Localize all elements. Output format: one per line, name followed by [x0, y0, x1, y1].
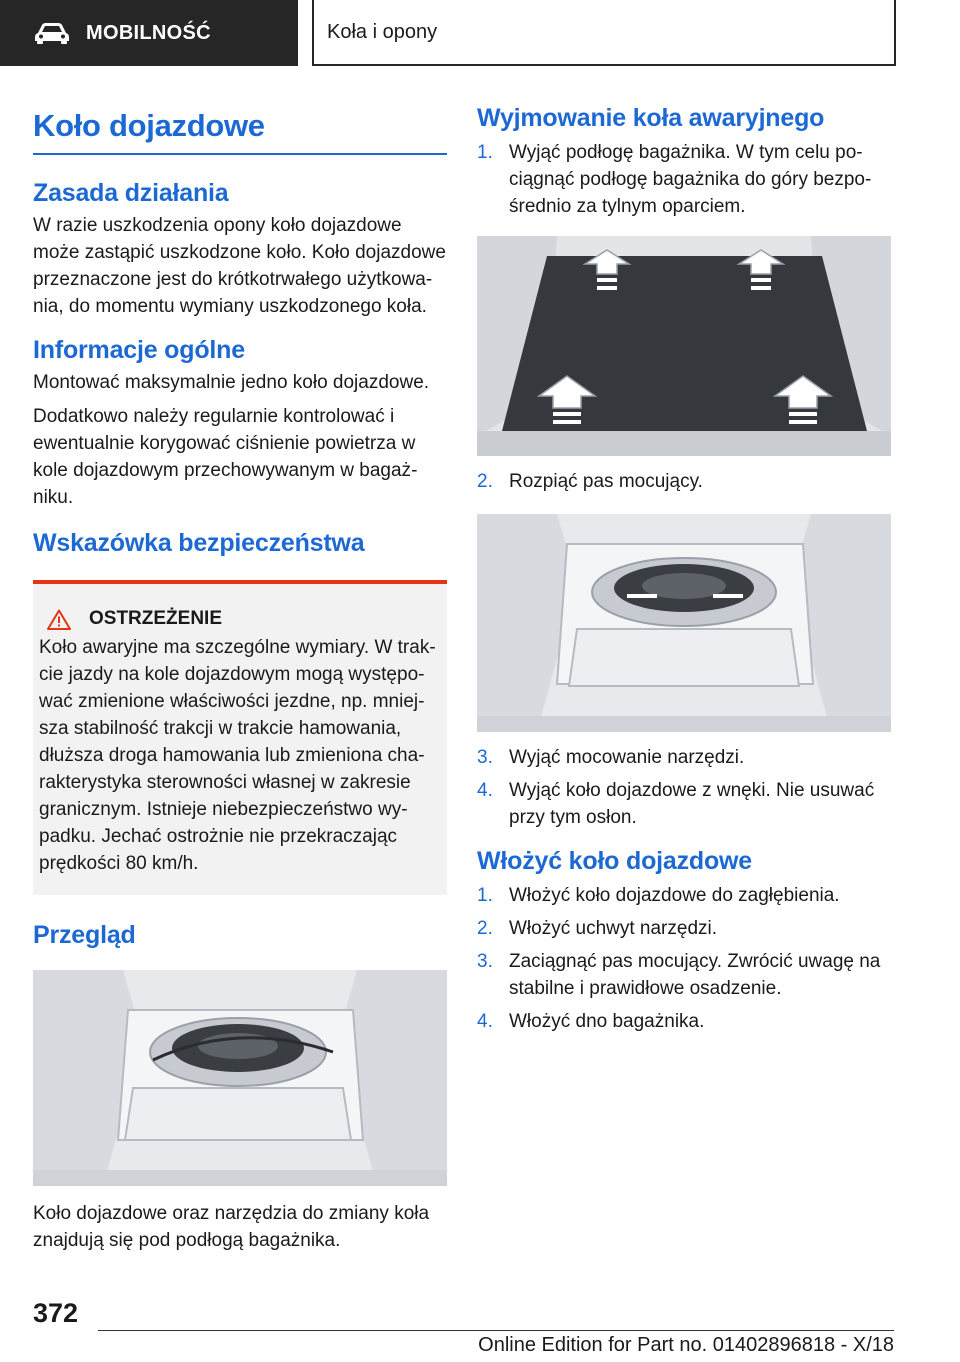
list-item: 4. Wyjąć koło dojazdowe z wnęki. Nie usuwać przy tym osłon. [477, 780, 875, 828]
remove-steps-part2 [477, 468, 891, 495]
list-item: 2. Rozpiąć pas mocujący. [477, 471, 703, 492]
header-section-tab [0, 0, 298, 66]
photo-strap [477, 514, 891, 732]
header-chapter-label: Koła i opony [327, 20, 438, 43]
insert-steps [477, 882, 891, 1035]
list-item: 1. Włożyć koło dojazdowe do zagłębienia. [477, 885, 840, 906]
list-item: 4. Włożyć dno bagażnika. [477, 1011, 705, 1032]
heading-insert: Włożyć koło dojazdowe [477, 847, 752, 875]
text-general-2: Dodatkowo należy regularnie kontrolować i ewentualnie korygować ciśnienie powietrza w kole dojazdowym przechowywanym w bagażniku. [33, 406, 418, 508]
list-item: 1. Wyjąć podłogę bagażnika. W tym celu pociągnąć podłogę bagażnika do góry bezpośrednio za tylnym oparciem. [477, 142, 872, 217]
footer-divider [98, 1330, 894, 1331]
warning-box [33, 580, 447, 895]
list-item: 3. Wyjąć mocowanie narzędzi. [477, 747, 745, 768]
text-overview: Koło dojazdowe oraz narzędzia do zmiany koła znajdują się pod podłogą bagażnika. [33, 1203, 430, 1251]
list-item: 3. Zaciągnąć pas mocujący. Zwrócić uwagę na stabilne i prawidłowe osadzenie. [477, 951, 881, 999]
heading-principle: Zasada działania [33, 179, 229, 207]
warning-text: Koło awaryjne ma szczególne wymiary. W trakcie jazdy na kole dojazdowym mogą występować zmienione właściwości jezdne, np. mniejsza stabilność trakcji w trakcie hamowania, dłuższa droga hamowania lub zmieniona charakterystyka sterowności własnej w zakresie granicznym. Istnieje niebezpieczeństwo wypadku. Jechać ostrożnie nie przekraczając prędkości 80 km/h. [39, 637, 436, 874]
page-title: Koło dojazdowe [33, 100, 447, 155]
left-column [33, 100, 447, 1254]
heading-general: Informacje ogólne [33, 336, 245, 364]
remove-steps-part1 [477, 139, 891, 220]
photo-spare-wheel-overview [33, 970, 447, 1186]
right-column [477, 100, 891, 1041]
header-section-label: MOBILNOŚĆ [86, 21, 211, 44]
remove-steps-part3 [477, 744, 891, 831]
warning-header [39, 608, 441, 630]
warning-triangle-icon [47, 609, 71, 630]
footer-edition: Online Edition for Part no. 01402896818 - X/18 [478, 1334, 894, 1356]
list-item: 2. Włożyć uchwyt narzędzi. [477, 918, 718, 939]
text-general-1: Montować maksymalnie jedno koło dojazdowe. [33, 372, 430, 393]
text-principle: W razie uszkodzenia opony koło dojazdowe może zastąpić uszkodzone koło. Koło dojazdowe przeznaczone jest do krótkotrwałego użytkowania, do momentu wymiany uszkodzonego koła. [33, 215, 446, 317]
heading-remove: Wyjmowanie koła awaryjnego [477, 104, 825, 132]
car-icon [34, 21, 70, 45]
heading-safety: Wskazówka bezpieczeństwa [33, 529, 365, 557]
header-chapter-tab [312, 0, 896, 66]
photo-trunk-floor [477, 236, 891, 456]
page-number: 372 [33, 1298, 79, 1328]
heading-overview: Przegląd [33, 921, 136, 949]
warning-title: OSTRZEŻENIE [89, 608, 223, 629]
